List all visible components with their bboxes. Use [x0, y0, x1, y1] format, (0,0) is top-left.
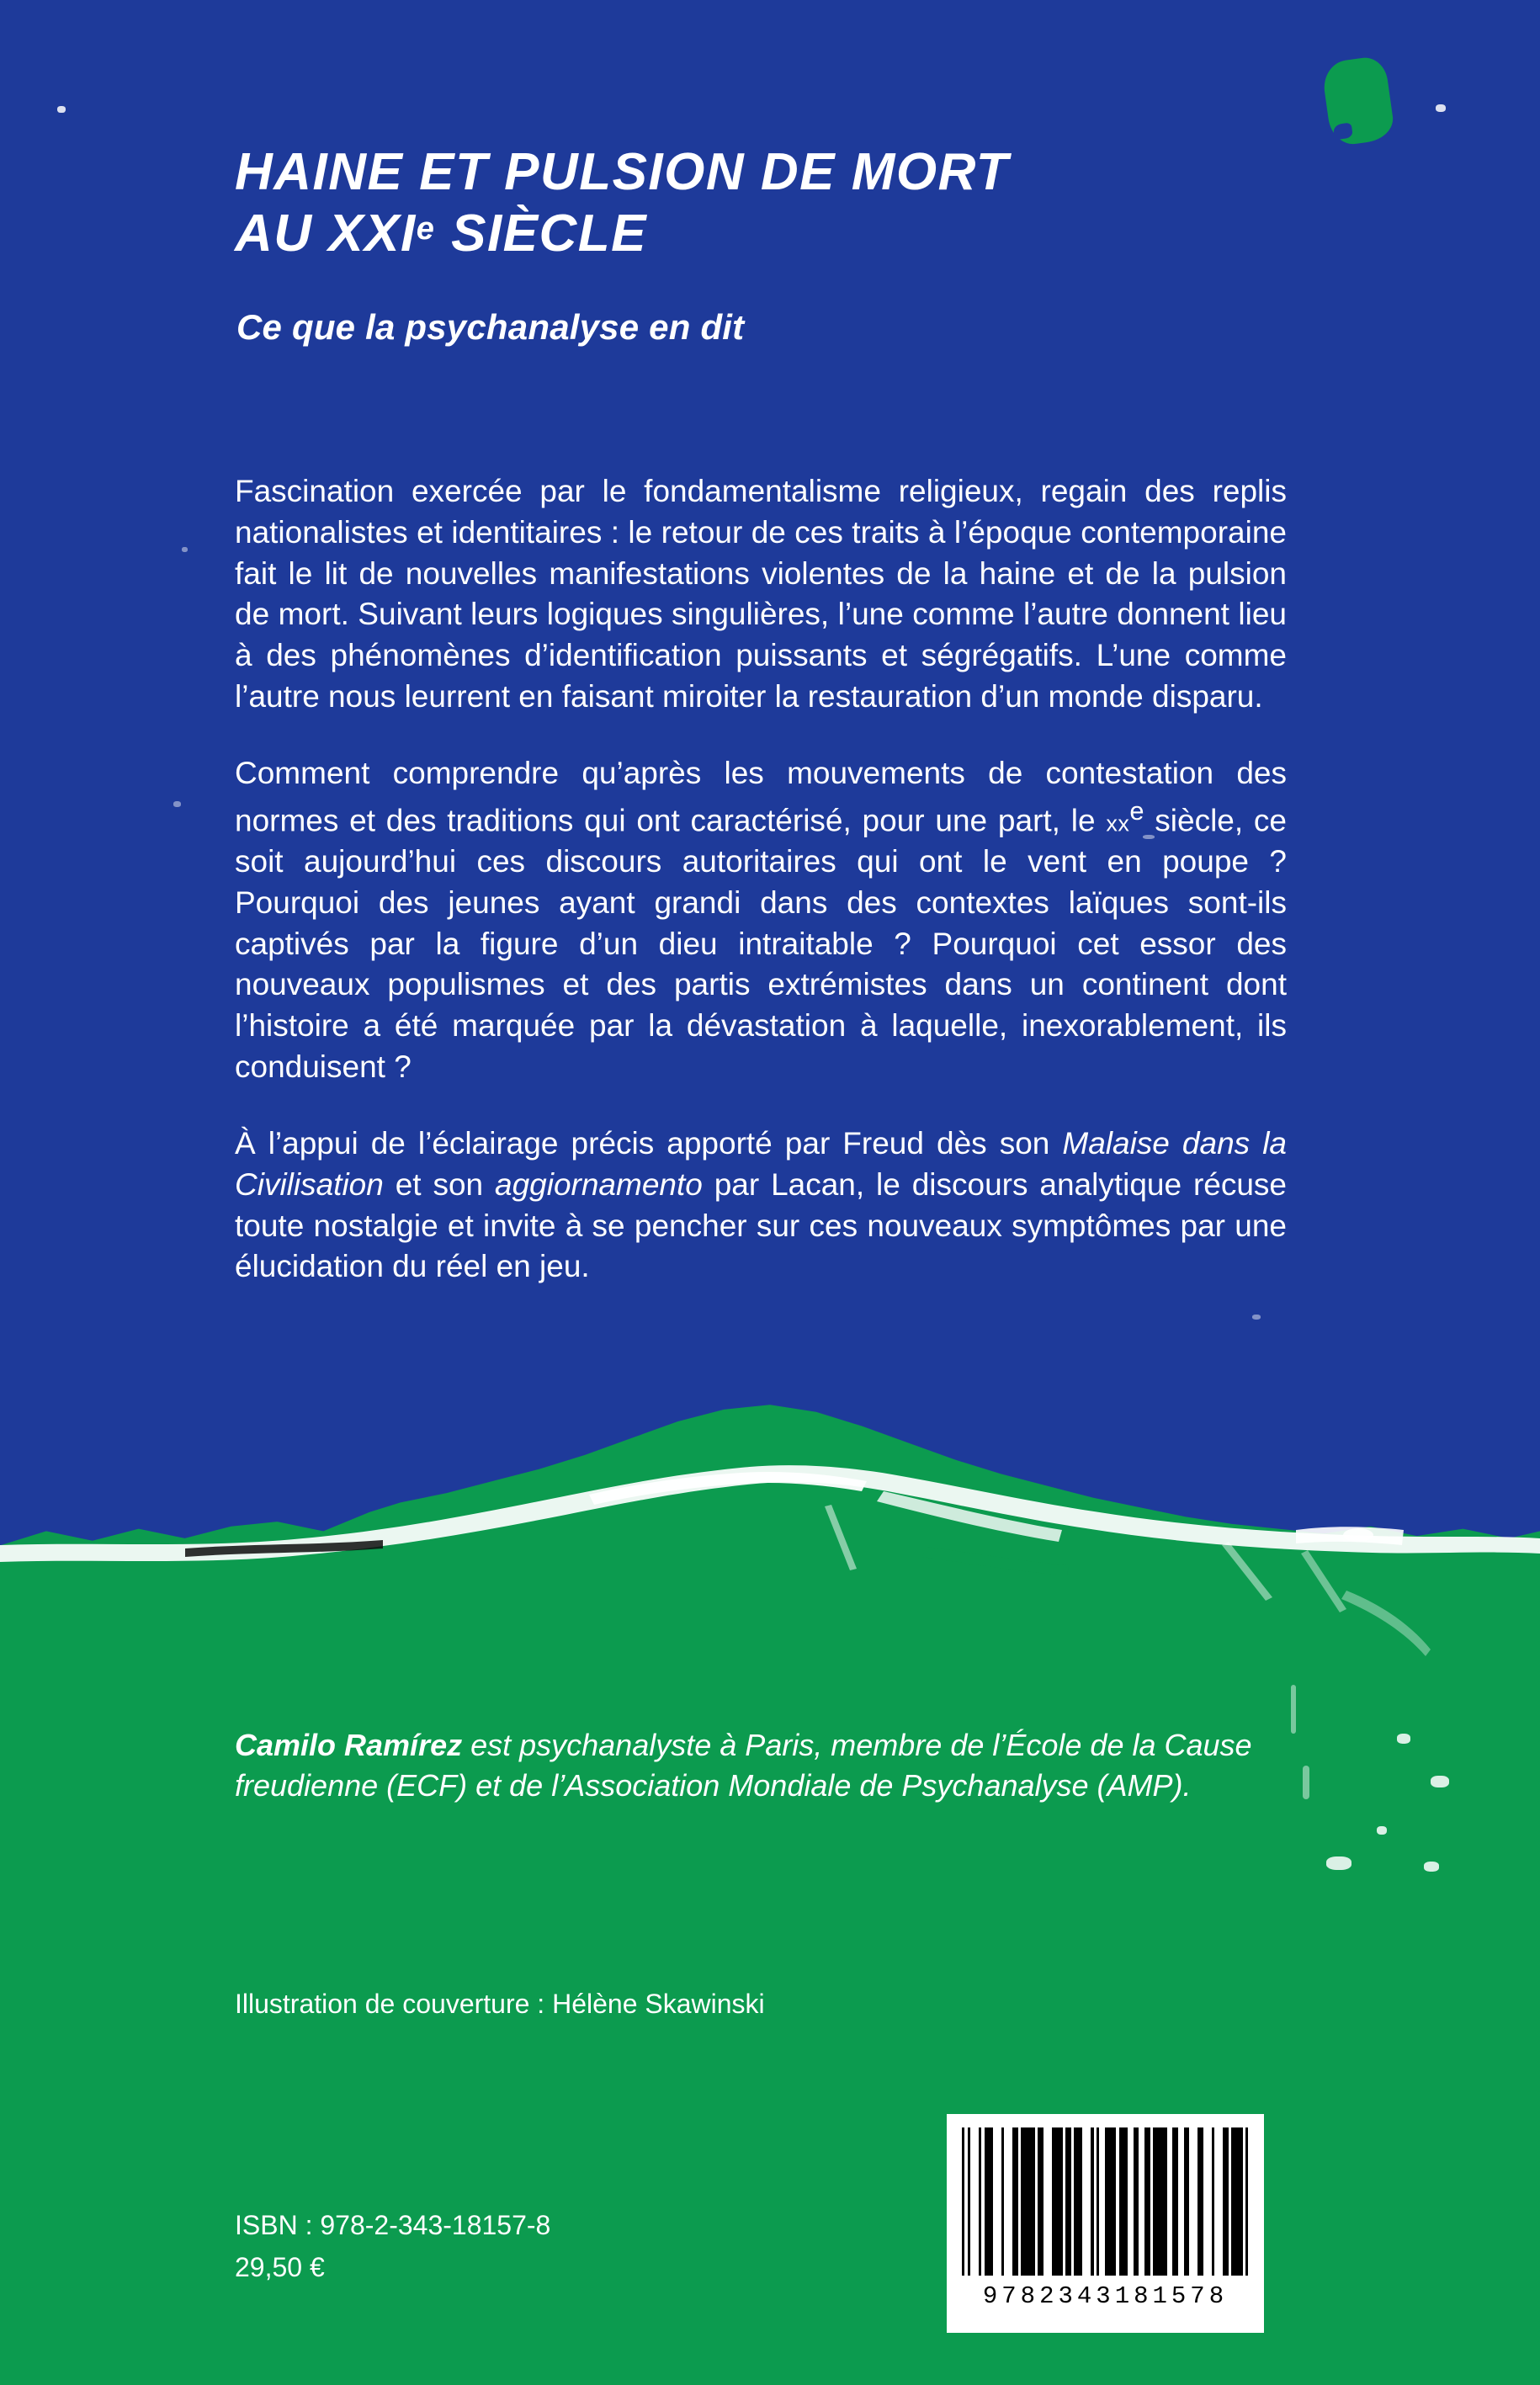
texture-speck — [182, 547, 188, 552]
blurb-paragraph-3 — [235, 1123, 1287, 1288]
title-line-2-suffix: SIÈCLE — [435, 205, 648, 263]
blurb-p3-part-3: par Lacan, le discours analytique récuse toute nostalgie et invite à se pencher sur ces nouveaux symptômes par une élucidation du réel en jeu. — [235, 1166, 1287, 1284]
title-line-2 — [235, 203, 1295, 264]
back-cover-blurb — [235, 471, 1287, 1288]
title-line-2-text: AU XXI — [235, 205, 417, 263]
cover-illustration-credit: Illustration de couverture : Hélène Skawinski — [235, 1989, 765, 2019]
texture-speck — [1303, 1766, 1309, 1799]
texture-speck — [1252, 1315, 1261, 1320]
price-text: 29,50 € — [235, 2251, 325, 2282]
title-ordinal-suffix: e — [416, 211, 436, 247]
texture-speck — [1397, 1734, 1410, 1744]
texture-speck — [1291, 1685, 1296, 1734]
barcode-number: 9782343181578 — [982, 2282, 1229, 2310]
blurb-p3-part-1: À l’appui de l’éclairage précis apporté par Freud dès son — [235, 1125, 1063, 1161]
blurb-century-small-caps: xx — [1106, 810, 1130, 837]
barcode — [947, 2114, 1264, 2333]
texture-speck — [57, 106, 66, 113]
blurb-p3-part-2: et son — [383, 1166, 495, 1202]
author-bio-text: est psychanalyste à Paris, membre de l’École de la Cause freudienne (ECF) et de l’Association Mondiale de Psychanalyse (AMP). — [235, 1728, 1252, 1803]
book-subtitle: Ce que la psychanalyse en dit — [236, 307, 745, 347]
author-biography — [235, 1725, 1282, 1806]
texture-speck — [1424, 1862, 1439, 1872]
blurb-paragraph-2 — [235, 753, 1287, 1088]
book-title — [235, 141, 1295, 264]
texture-speck — [1326, 1856, 1351, 1870]
blurb-century-ordinal: e — [1129, 795, 1144, 826]
texture-speck — [1431, 1776, 1449, 1787]
blurb-paragraph-1: Fascination exercée par le fondamentalisme religieux, regain des replis nationalistes et identitaires : le retour de ces traits à l’époque contemporaine fait le lit de nouvelles manifestations violentes de la haine et de la pulsion de mort. Suivant leurs logiques singulières, l’une comme l’autre donnent lieu à des phénomènes d’identification puissants et ségrégatifs. L’une comme l’autre nous leurrent en faisant miroiter la restauration d’un monde disparu. — [235, 474, 1287, 714]
blurb-p2-part-2: siècle, ce soit aujourd’hui ces discours autoritaires qui ont le vent en poupe ? Pourquoi des jeunes ayant grandi dans des contextes laïques sont-ils captivés par la figure d’un dieu intraitable ? Pourquoi cet essor des nouveaux populismes et des partis extrémistes dans un continent dont l’histoire a été marquée par la dévastation à laquelle, inexorablement, ils conduisent ? — [235, 803, 1288, 1085]
texture-speck — [1377, 1826, 1387, 1835]
blurb-work-title-1: Malaise dans la Civilisation — [235, 1125, 1287, 1202]
author-name: Camilo Ramírez — [235, 1728, 463, 1762]
barcode-bars — [962, 2127, 1249, 2276]
texture-speck — [1436, 104, 1446, 112]
texture-speck — [173, 801, 181, 807]
texture-speck — [1343, 1528, 1373, 1542]
title-line-1: HAINE ET PULSION DE MORT — [235, 143, 1010, 201]
blurb-p2-part-1: Comment comprendre qu’après les mouvements de contestation des normes et des traditions qui ont caractérisé, pour une part, le — [235, 755, 1287, 838]
isbn-price-block — [235, 2205, 550, 2288]
isbn-text: ISBN : 978-2-343-18157-8 — [235, 2210, 551, 2240]
blurb-italic-term: aggiornamento — [495, 1166, 703, 1202]
